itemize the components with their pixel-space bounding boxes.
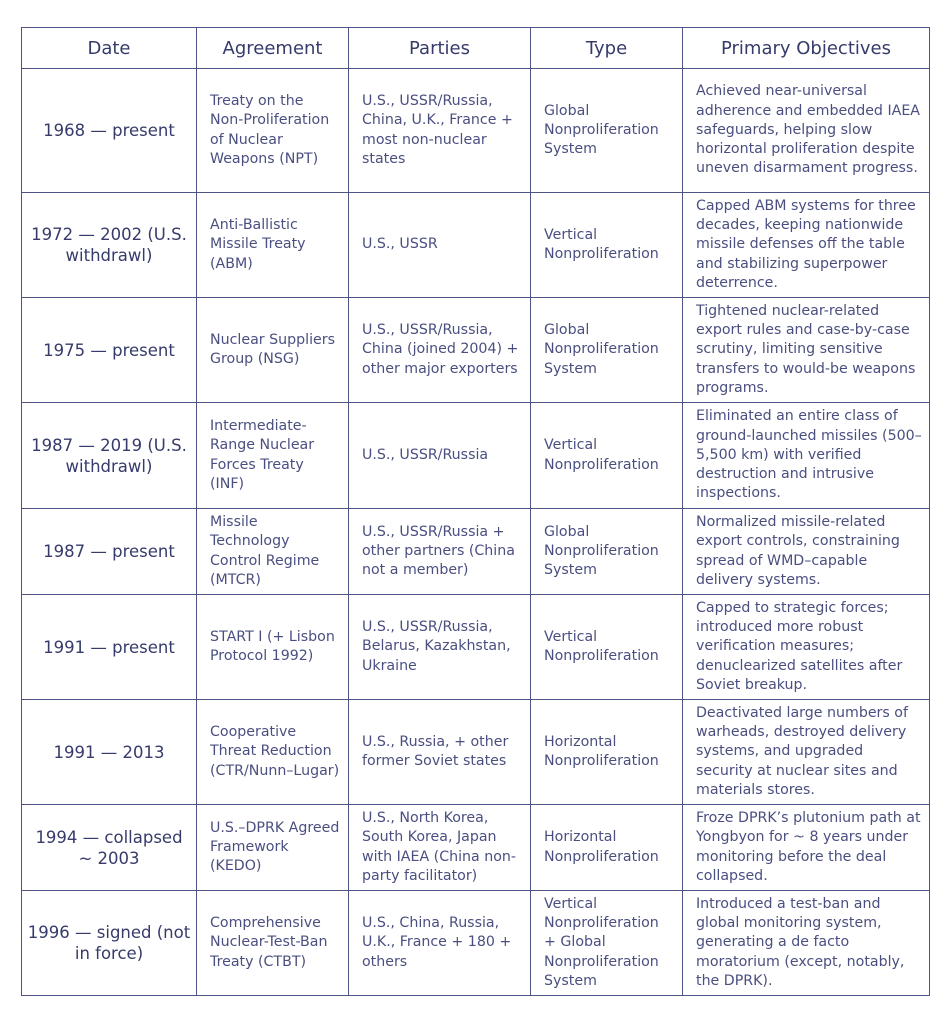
agreement-cell: Nuclear Suppliers Group (NSG) xyxy=(197,298,349,403)
header-date: Date xyxy=(22,28,197,69)
table-row xyxy=(22,509,930,595)
date-cell: 1968 — present xyxy=(22,69,197,193)
table-row xyxy=(22,700,930,805)
header-row xyxy=(22,28,930,69)
date-cell: 1975 — present xyxy=(22,298,197,403)
date-cell: 1994 — collapsed ~ 2003 xyxy=(22,805,197,891)
parties-cell: U.S., USSR/Russia, China, U.K., France + most non-nuclear states xyxy=(349,69,531,193)
agreement-cell: Missile Technology Control Regime (MTCR) xyxy=(197,509,349,595)
header-type: Type xyxy=(531,28,683,69)
table-row xyxy=(22,595,930,700)
table-row xyxy=(22,193,930,298)
date-cell: 1987 — 2019 (U.S. withdrawl) xyxy=(22,403,197,509)
parties-cell: U.S., Russia, + other former Soviet states xyxy=(349,700,531,805)
type-cell: Horizontal Nonproliferation xyxy=(531,805,683,891)
objectives-cell: Achieved near-universal adherence and embedded IAEA safeguards, helping slow horizontal proliferation despite uneven disarmament progress. xyxy=(683,69,930,193)
agreement-cell: Intermediate-Range Nuclear Forces Treaty (INF) xyxy=(197,403,349,509)
agreement-cell: U.S.–DPRK Agreed Framework (KEDO) xyxy=(197,805,349,891)
date-cell: 1996 — signed (not in force) xyxy=(22,891,197,996)
objectives-cell: Tightened nuclear-related export rules and case-by-case scrutiny, limiting sensitive transfers to would-be weapons programs. xyxy=(683,298,930,403)
objectives-cell: Introduced a test-ban and global monitoring system, generating a de facto moratorium (except, notably, the DPRK). xyxy=(683,891,930,996)
header-parties: Parties xyxy=(349,28,531,69)
objectives-cell: Capped ABM systems for three decades, keeping nationwide missile defenses off the table and stabilizing superpower deterrence. xyxy=(683,193,930,298)
type-cell: Horizontal Nonproliferation xyxy=(531,700,683,805)
agreement-cell: Cooperative Threat Reduction (CTR/Nunn–Lugar) xyxy=(197,700,349,805)
parties-cell: U.S., USSR/Russia xyxy=(349,403,531,509)
type-cell: Vertical Nonproliferation xyxy=(531,193,683,298)
date-cell: 1972 — 2002 (U.S. withdrawl) xyxy=(22,193,197,298)
parties-cell: U.S., USSR/Russia, Belarus, Kazakhstan, Ukraine xyxy=(349,595,531,700)
parties-cell: U.S., USSR/Russia, China (joined 2004) + other major exporters xyxy=(349,298,531,403)
agreement-cell: START I (+ Lisbon Protocol 1992) xyxy=(197,595,349,700)
type-cell: Global Nonproliferation System xyxy=(531,298,683,403)
agreement-cell: Anti-Ballistic Missile Treaty (ABM) xyxy=(197,193,349,298)
type-cell: Global Nonproliferation System xyxy=(531,509,683,595)
table-row xyxy=(22,298,930,403)
type-cell: Vertical Nonproliferation xyxy=(531,403,683,509)
date-cell: 1991 — present xyxy=(22,595,197,700)
objectives-cell: Eliminated an entire class of ground-launched missiles (500–5,500 km) with verified destruction and intrusive inspections. xyxy=(683,403,930,509)
objectives-cell: Deactivated large numbers of warheads, destroyed delivery systems, and upgraded security at nuclear sites and materials stores. xyxy=(683,700,930,805)
table-row xyxy=(22,891,930,996)
type-cell: Global Nonproliferation System xyxy=(531,69,683,193)
table-row xyxy=(22,403,930,509)
parties-cell: U.S., USSR/Russia + other partners (China not a member) xyxy=(349,509,531,595)
agreement-cell: Comprehensive Nuclear-Test-Ban Treaty (CTBT) xyxy=(197,891,349,996)
table-row xyxy=(22,805,930,891)
agreement-cell: Treaty on the Non-Proliferation of Nuclear Weapons (NPT) xyxy=(197,69,349,193)
objectives-cell: Froze DPRK’s plutonium path at Yongbyon for ~ 8 years under monitoring before the deal collapsed. xyxy=(683,805,930,891)
objectives-cell: Capped to strategic forces; introduced more robust verification measures; denuclearized satellites after Soviet breakup. xyxy=(683,595,930,700)
header-objectives: Primary Objectives xyxy=(683,28,930,69)
date-cell: 1991 — 2013 xyxy=(22,700,197,805)
parties-cell: U.S., North Korea, South Korea, Japan with IAEA (China non-party facilitator) xyxy=(349,805,531,891)
type-cell: Vertical Nonproliferation xyxy=(531,595,683,700)
date-cell: 1987 — present xyxy=(22,509,197,595)
objectives-cell: Normalized missile-related export controls, constraining spread of WMD–capable delivery systems. xyxy=(683,509,930,595)
type-cell: Vertical Nonproliferation + Global Nonproliferation System xyxy=(531,891,683,996)
parties-cell: U.S., USSR xyxy=(349,193,531,298)
nonproliferation-agreements-table xyxy=(21,27,930,996)
header-agreement: Agreement xyxy=(197,28,349,69)
table-row xyxy=(22,69,930,193)
parties-cell: U.S., China, Russia, U.K., France + 180 + others xyxy=(349,891,531,996)
